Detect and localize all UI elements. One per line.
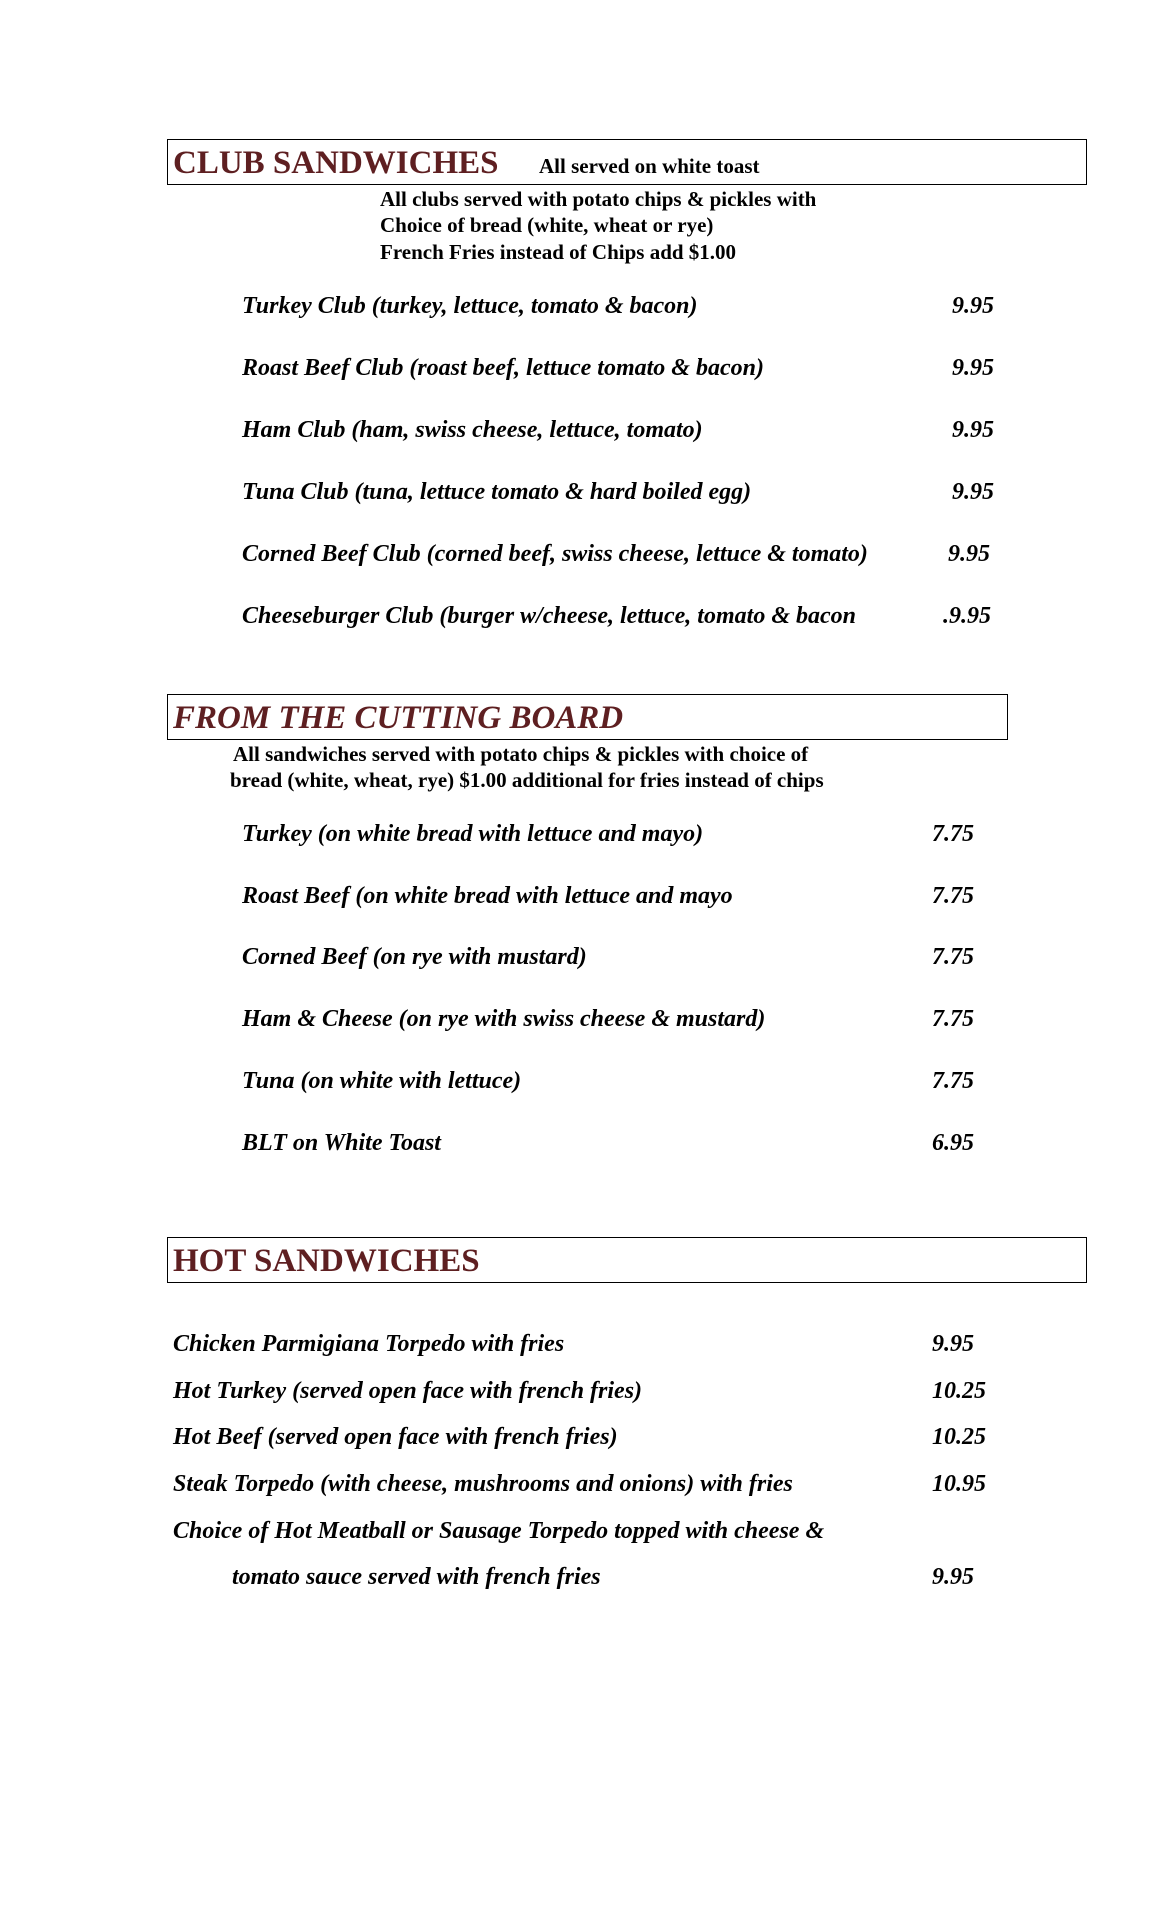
club-note-line: French Fries instead of Chips add $1.00: [380, 240, 737, 264]
cutting-item-ham-cheese-price: 7.75: [932, 1006, 974, 1032]
hot-item-hot-beef: Hot Beef (served open face with french fries): [173, 1424, 618, 1450]
cutting-item-roast-beef-price: 7.75: [932, 883, 974, 909]
cutting-board-title: FROM THE CUTTING BOARD: [173, 700, 624, 736]
club-item-roast-beef-price: 9.95: [952, 355, 994, 381]
hot-item-hot-beef-price: 10.25: [932, 1424, 986, 1450]
club-item-tuna-price: 9.95: [952, 479, 994, 505]
hot-item-meatball-sausage-price: 9.95: [932, 1564, 974, 1590]
cutting-item-corned-beef: Corned Beef (on rye with mustard): [242, 944, 587, 970]
hot-item-chicken-parmigiana-price: 9.95: [932, 1331, 974, 1357]
club-item-cheeseburger: Cheeseburger Club (burger w/cheese, lettuce, tomato & bacon: [242, 603, 856, 629]
club-item-roast-beef: Roast Beef Club (roast beef, lettuce tomato & bacon): [242, 355, 764, 381]
cutting-item-tuna-price: 7.75: [932, 1068, 974, 1094]
club-note-line: Choice of bread (white, wheat or rye): [380, 213, 714, 237]
cutting-item-tuna: Tuna (on white with lettuce): [242, 1068, 522, 1094]
club-item-corned-beef: Corned Beef Club (corned beef, swiss cheese, lettuce & tomato): [242, 541, 868, 567]
hot-item-chicken-parmigiana: Chicken Parmigiana Torpedo with fries: [173, 1331, 565, 1357]
club-item-ham: Ham Club (ham, swiss cheese, lettuce, tomato): [242, 417, 703, 443]
cutting-item-corned-beef-price: 7.75: [932, 944, 974, 970]
hot-item-hot-turkey-price: 10.25: [932, 1378, 986, 1404]
hot-item-meatball-sausage-line2: tomato sauce served with french fries: [232, 1564, 601, 1590]
cutting-item-blt-price: 6.95: [932, 1130, 974, 1156]
cutting-item-ham-cheese: Ham & Cheese (on rye with swiss cheese & mustard): [242, 1006, 766, 1032]
club-sandwiches-subtitle: All served on white toast: [539, 154, 760, 178]
hot-item-steak-torpedo: Steak Torpedo (with cheese, mushrooms and onions) with fries: [173, 1471, 793, 1497]
cutting-item-turkey: Turkey (on white bread with lettuce and mayo): [242, 821, 704, 847]
club-sandwiches-title: CLUB SANDWICHES: [173, 145, 499, 181]
club-item-cheeseburger-price: .9.95: [943, 603, 991, 629]
club-item-ham-price: 9.95: [952, 417, 994, 443]
club-item-turkey: Turkey Club (turkey, lettuce, tomato & bacon): [242, 293, 698, 319]
hot-item-meatball-sausage-line1: Choice of Hot Meatball or Sausage Torpedo topped with cheese &: [173, 1518, 825, 1544]
hot-sandwiches-title: HOT SANDWICHES: [173, 1243, 480, 1279]
cutting-item-turkey-price: 7.75: [932, 821, 974, 847]
club-item-tuna: Tuna Club (tuna, lettuce tomato & hard boiled egg): [242, 479, 752, 505]
club-item-corned-beef-price: 9.95: [948, 541, 990, 567]
hot-item-steak-torpedo-price: 10.95: [932, 1471, 986, 1497]
cutting-note-line: bread (white, wheat, rye) $1.00 additional for fries instead of chips: [230, 768, 824, 792]
cutting-item-roast-beef: Roast Beef (on white bread with lettuce and mayo: [242, 883, 733, 909]
cutting-item-blt: BLT on White Toast: [242, 1130, 441, 1156]
club-note-line: All clubs served with potato chips & pickles with: [380, 187, 817, 211]
club-item-turkey-price: 9.95: [952, 293, 994, 319]
hot-item-hot-turkey: Hot Turkey (served open face with french fries): [173, 1378, 643, 1404]
cutting-note-line: All sandwiches served with potato chips & pickles with choice of: [233, 742, 809, 766]
